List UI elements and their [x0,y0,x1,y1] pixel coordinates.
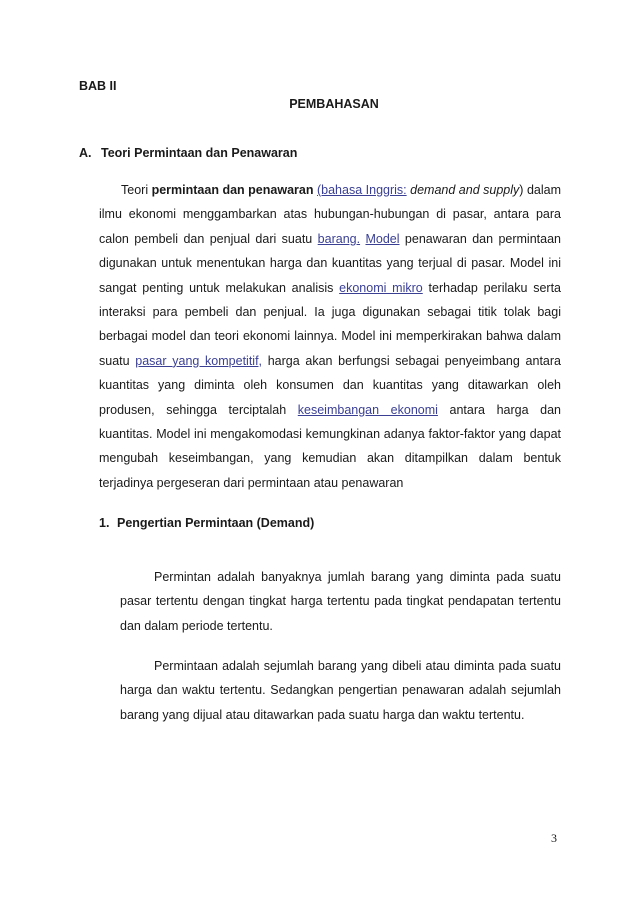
text-run: ) dalam ilmu ekonomi menggambarkan atas hubungan-hubungan di pasar, antara para calon pembeli dan penjual dari suatu [99,183,561,246]
subsection-number: 1. [99,516,110,530]
section-title: Teori Permintaan dan Penawaran [101,146,298,160]
text-run: Teori [121,183,152,197]
page-number: 3 [551,831,557,845]
bold-term: permintaan dan penawaran [151,183,314,197]
link-model[interactable]: Model [365,231,400,246]
subsection-title: Pengertian Permintaan (Demand) [117,516,315,530]
link-ekonomi-mikro[interactable]: ekonomi mikro [339,280,423,295]
text-run: harga akan berfungsi sebagai penyeimbang antara kuantitas yang diminta oleh konsumen dan kuantitas yang ditawarkan oleh produsen, sehingga terciptalah [99,353,561,417]
subsection-heading-1 [99,516,314,530]
link-keseimbangan-ekonomi[interactable]: keseimbangan ekonomi [297,402,438,417]
text-run: terhadap perilaku serta interaksi para pembeli dan penjual. Ia juga digunakan sebagai titik tolak bagi berbagai model dan teori ekonomi lainnya. Model ini memperkirakan bahwa dalam suatu [99,280,561,368]
chapter-label: BAB II [79,79,117,93]
text-run: penawaran dan permintaan digunakan untuk menentukan harga dan kuantitas yang terjual di pasar. Model ini sangat penting untuk melakukan analisis [99,231,561,295]
paragraph-theory [99,178,561,495]
section-heading-a [79,146,297,160]
text-run: antara harga dan kuantitas. Model ini mengakomodasi kemungkinan adanya faktor-faktor yang dapat mengubah keseimbangan, yang kemudian akan ditampilkan dalam bentuk terjadinya pergeseran dari permintaan atau penawaran [99,402,561,490]
section-number: A. [79,146,92,160]
italic-term: demand and supply [410,183,520,197]
paragraph-definition-1: Permintan adalah banyaknya jumlah barang yang diminta pada suatu pasar tertentu dengan tingkat harga tertentu pada tingkat pendapatan tertentu dan dalam periode tertentu. [120,570,561,633]
link-barang[interactable]: barang. [317,231,361,246]
chapter-title: PEMBAHASAN [289,97,379,111]
link-bahasa-inggris[interactable]: (bahasa Inggris: [316,183,407,197]
link-pasar-kompetitif[interactable]: pasar yang kompetitif, [135,353,263,368]
paragraph-definition-2: Permintaan adalah sejumlah barang yang dibeli atau diminta pada suatu harga dan waktu tertentu. Sedangkan pengertian penawaran adalah sejumlah barang yang dijual atau ditawarkan pada suatu harga dan waktu tertentu. [120,659,561,722]
